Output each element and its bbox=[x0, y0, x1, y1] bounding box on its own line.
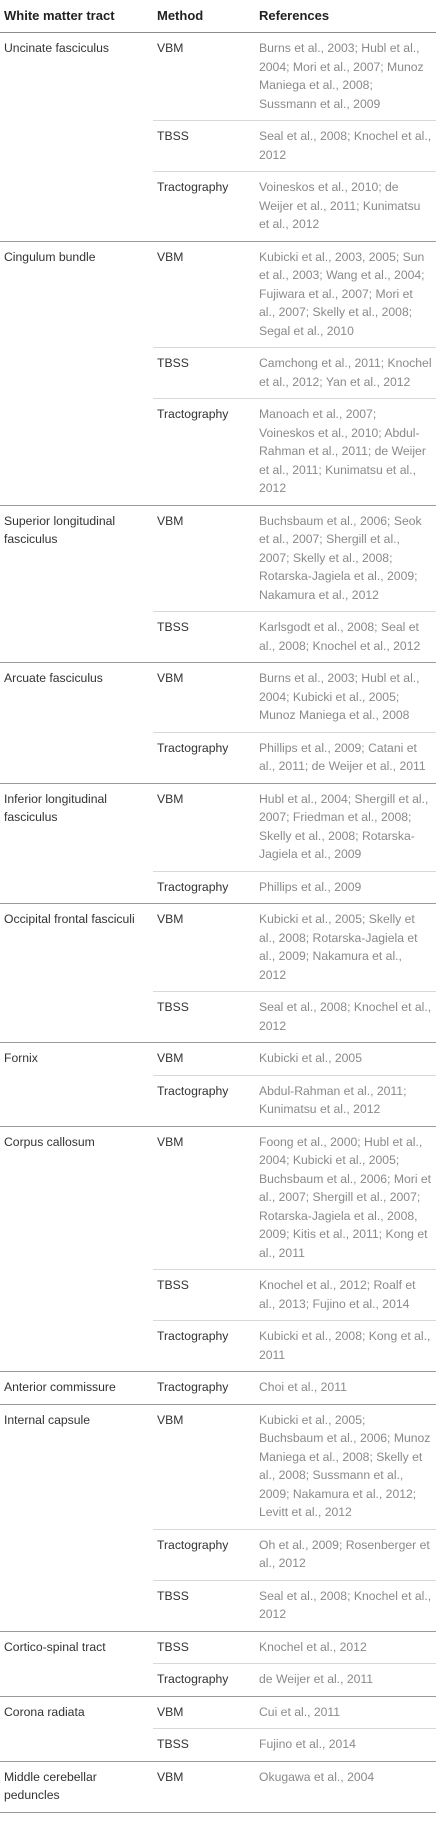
method-cell: VBM bbox=[153, 1043, 255, 1076]
method-cell: VBM bbox=[153, 1404, 255, 1529]
references-cell: de Weijer et al., 2011 bbox=[255, 1664, 436, 1697]
table-row bbox=[0, 1404, 436, 1529]
references-cell: Okugawa et al., 2004 bbox=[255, 1761, 436, 1812]
references-cell: Oh et al., 2009; Rosenberger et al., 2012 bbox=[255, 1529, 436, 1580]
method-cell: Tractography bbox=[153, 1321, 255, 1372]
references-cell: Camchong et al., 2011; Knochel et al., 2012; Yan et al., 2012 bbox=[255, 348, 436, 399]
method-cell: VBM bbox=[153, 904, 255, 992]
table-row bbox=[0, 783, 436, 871]
references-cell: Kubicki et al., 2005; Buchsbaum et al., 2006; Munoz Maniega et al., 2008; Skelly et al., 2008; Sussmann et al., 2009; Nakamura et al., 2012; Levitt et al., 2012 bbox=[255, 1404, 436, 1529]
tract-name: Cingulum bundle bbox=[0, 241, 153, 505]
method-cell: TBSS bbox=[153, 1580, 255, 1631]
method-cell: TBSS bbox=[153, 612, 255, 663]
references-cell: Karlsgodt et al., 2008; Seal et al., 2008; Knochel et al., 2012 bbox=[255, 612, 436, 663]
method-cell: VBM bbox=[153, 1126, 255, 1270]
table-row bbox=[0, 1372, 436, 1405]
tract-name: Internal capsule bbox=[0, 1404, 153, 1631]
references-cell: Knochel et al., 2012 bbox=[255, 1631, 436, 1664]
table-row bbox=[0, 1126, 436, 1270]
references-cell: Burns et al., 2003; Hubl et al., 2004; Mori et al., 2007; Munoz Maniega et al., 2008; Sussmann et al., 2009 bbox=[255, 33, 436, 121]
references-cell: Knochel et al., 2012; Roalf et al., 2013; Fujino et al., 2014 bbox=[255, 1270, 436, 1321]
method-cell: Tractography bbox=[153, 871, 255, 904]
method-cell: TBSS bbox=[153, 992, 255, 1043]
table-row bbox=[0, 241, 436, 348]
references-cell: Phillips et al., 2009 bbox=[255, 871, 436, 904]
method-cell: Tractography bbox=[153, 1075, 255, 1126]
method-cell: VBM bbox=[153, 1761, 255, 1812]
method-cell: Tractography bbox=[153, 399, 255, 506]
method-cell: VBM bbox=[153, 33, 255, 121]
header-method: Method bbox=[153, 0, 255, 33]
references-cell: Phillips et al., 2009; Catani et al., 2011; de Weijer et al., 2011 bbox=[255, 732, 436, 783]
tract-name: Superior longitudinal fasciculus bbox=[0, 505, 153, 663]
method-cell: TBSS bbox=[153, 348, 255, 399]
tract-name: Corona radiata bbox=[0, 1696, 153, 1761]
table-row bbox=[0, 1043, 436, 1076]
references-cell: Foong et al., 2000; Hubl et al., 2004; Kubicki et al., 2005; Buchsbaum et al., 2006; Mori et al., 2007; Shergill et al., 2007; Rotarska-Jagiela et al., 2008, 2009; Kitis et al., 2011; Kong et al., 2011 bbox=[255, 1126, 436, 1270]
table-row bbox=[0, 904, 436, 992]
references-cell: Voineskos et al., 2010; de Weijer et al., 2011; Kunimatsu et al., 2012 bbox=[255, 172, 436, 242]
method-cell: Tractography bbox=[153, 1372, 255, 1405]
tract-name: Corpus callosum bbox=[0, 1126, 153, 1372]
method-cell: Tractography bbox=[153, 732, 255, 783]
references-cell: Fujino et al., 2014 bbox=[255, 1729, 436, 1762]
references-cell: Kubicki et al., 2008; Kong et al., 2011 bbox=[255, 1321, 436, 1372]
method-cell: TBSS bbox=[153, 1270, 255, 1321]
references-cell: Kubicki et al., 2003, 2005; Sun et al., 2003; Wang et al., 2004; Fujiwara et al., 2007; Mori et al., 2007; Skelly et al., 2008; Segal et al., 2010 bbox=[255, 241, 436, 348]
tract-name: Fornix bbox=[0, 1043, 153, 1127]
tract-name: Anterior commissure bbox=[0, 1372, 153, 1405]
table-row bbox=[0, 663, 436, 733]
tract-name: Inferior longitudinal fasciculus bbox=[0, 783, 153, 904]
references-cell: Cui et al., 2011 bbox=[255, 1696, 436, 1729]
table-body bbox=[0, 33, 436, 1813]
method-cell: TBSS bbox=[153, 121, 255, 172]
references-cell: Burns et al., 2003; Hubl et al., 2004; Kubicki et al., 2005; Munoz Maniega et al., 2008 bbox=[255, 663, 436, 733]
references-cell: Kubicki et al., 2005 bbox=[255, 1043, 436, 1076]
tract-name: Cortico-spinal tract bbox=[0, 1631, 153, 1696]
table-row bbox=[0, 1761, 436, 1812]
header-tract: White matter tract bbox=[0, 0, 153, 33]
references-cell: Hubl et al., 2004; Shergill et al., 2007; Friedman et al., 2008; Skelly et al., 2008; Rotarska-Jagiela et al., 2009 bbox=[255, 783, 436, 871]
table-row bbox=[0, 1696, 436, 1729]
method-cell: VBM bbox=[153, 1696, 255, 1729]
references-cell: Choi et al., 2011 bbox=[255, 1372, 436, 1405]
tract-name: Uncinate fasciculus bbox=[0, 33, 153, 242]
method-cell: VBM bbox=[153, 663, 255, 733]
method-cell: TBSS bbox=[153, 1631, 255, 1664]
table-row bbox=[0, 505, 436, 612]
method-cell: VBM bbox=[153, 505, 255, 612]
references-cell: Seal et al., 2008; Knochel et al., 2012 bbox=[255, 121, 436, 172]
references-cell: Abdul-Rahman et al., 2011; Kunimatsu et al., 2012 bbox=[255, 1075, 436, 1126]
method-cell: VBM bbox=[153, 783, 255, 871]
references-cell: Manoach et al., 2007; Voineskos et al., 2010; Abdul-Rahman et al., 2011; de Weijer et al., 2011; Kunimatsu et al., 2012 bbox=[255, 399, 436, 506]
method-cell: Tractography bbox=[153, 172, 255, 242]
tract-name: Middle cerebellar peduncles bbox=[0, 1761, 153, 1812]
method-cell: Tractography bbox=[153, 1529, 255, 1580]
references-cell: Buchsbaum et al., 2006; Seok et al., 2007; Shergill et al., 2007; Skelly et al., 2008; Rotarska-Jagiela et al., 2009; Nakamura et al., 2012 bbox=[255, 505, 436, 612]
method-cell: TBSS bbox=[153, 1729, 255, 1762]
references-cell: Seal et al., 2008; Knochel et al., 2012 bbox=[255, 992, 436, 1043]
method-cell: VBM bbox=[153, 241, 255, 348]
table-row bbox=[0, 33, 436, 121]
tract-name: Occipital frontal fasciculi bbox=[0, 904, 153, 1043]
references-cell: Kubicki et al., 2005; Skelly et al., 2008; Rotarska-Jagiela et al., 2009; Nakamura et al., 2012 bbox=[255, 904, 436, 992]
method-cell: Tractography bbox=[153, 1664, 255, 1697]
references-cell: Seal et al., 2008; Knochel et al., 2012 bbox=[255, 1580, 436, 1631]
header-references: References bbox=[255, 0, 436, 33]
table-header-row bbox=[0, 0, 436, 33]
table-row bbox=[0, 1631, 436, 1664]
tract-name: Arcuate fasciculus bbox=[0, 663, 153, 784]
